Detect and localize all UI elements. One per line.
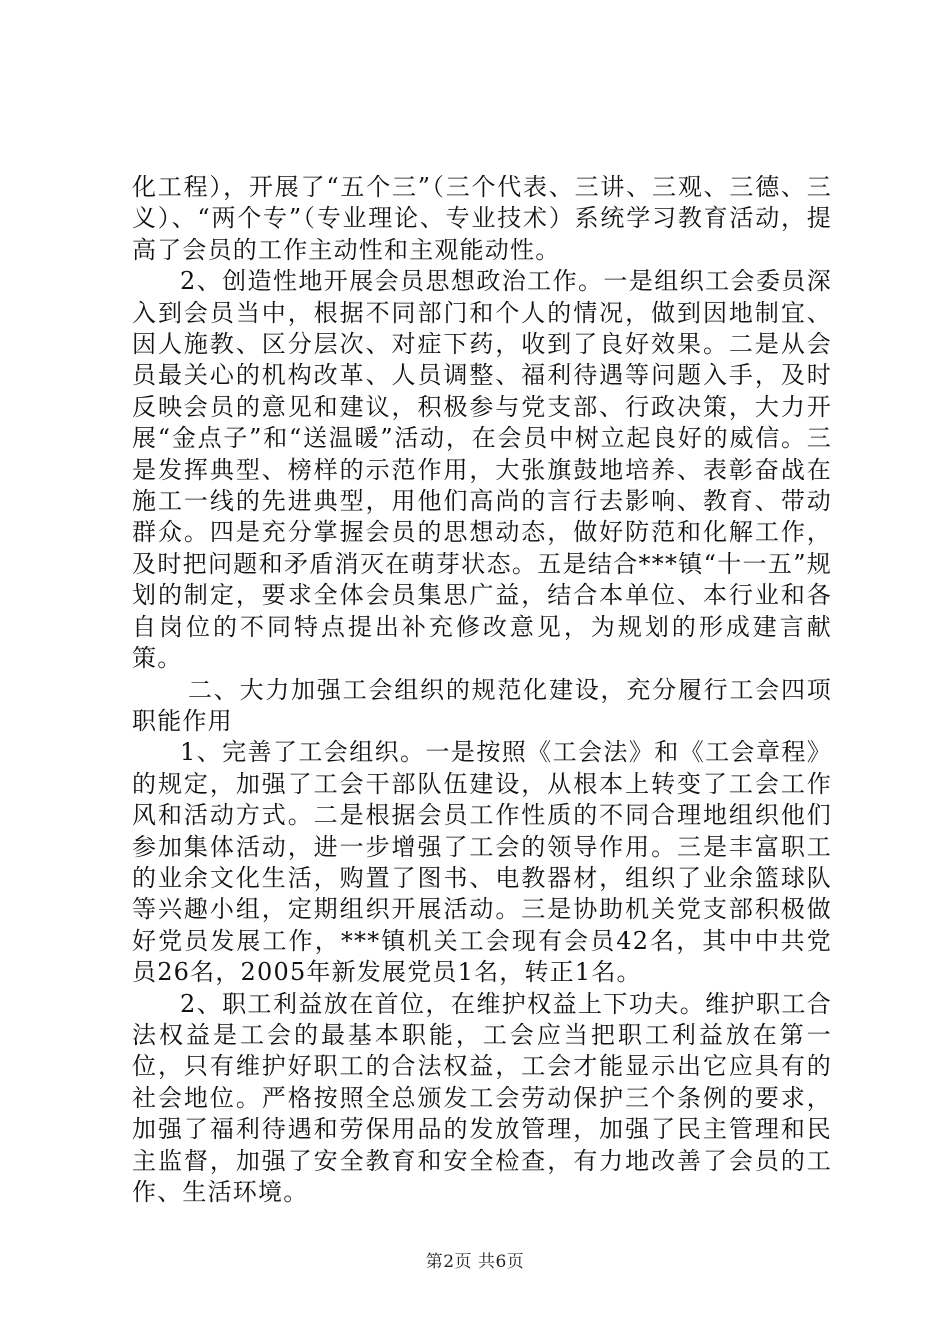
page-number-footer: 第2页 共6页 bbox=[425, 1252, 525, 1272]
paragraph-worker-interests: 2、职工利益放在首位，在维护权益上下功夫。维护职工合法权益是工会的最基本职能，工会应当把职工利益放在第一位，只有维护好职工的合法权益，工会才能显示出它应具有的社会地位。严格按照全总颁发工会劳动保护三个条例的要求，加强了福利待遇和劳保用品的发放管理，加强了民主管理和民主监督，加强了安全教育和安全检查，有力地改善了会员的工作、生活环境。 bbox=[132, 989, 832, 1206]
paragraph-union-organization: 1、完善了工会组织。一是按照《工会法》和《工会章程》的规定，加强了工会干部队伍建设，从根本上转变了工会工作风和活动方式。二是根据会员工作性质的不同合理地组织他们参加集体活动，进一步增强了工会的领导作用。三是丰富职工的业余文化生活，购置了图书、电教器材，组织了业余篮球队等兴趣小组，定期组织开展活动。三是协助机关党支部积极做好党员发展工作，***镇机关工会现有会员42名，其中中共党员26名，2005年新发展党员1名，转正1名。 bbox=[132, 738, 832, 987]
paragraph-continuation: 化工程），开展了“五个三”（三个代表、三讲、三观、三德、三义）、“两个专”（专业理论、专业技术）系统学习教育活动，提高了会员的工作主动性和主观能动性。 bbox=[132, 173, 832, 264]
document-body bbox=[132, 172, 832, 1208]
section-heading: 二、大力加强工会组织的规范化建设，充分履行工会四项职能作用 bbox=[132, 675, 832, 735]
paragraph-ideological-work: 2、创造性地开展会员思想政治工作。一是组织工会委员深入到会员当中，根据不同部门和个人的情况，做到因地制宜、因人施教、区分层次、对症下药，收到了良好效果。二是从会员最关心的机构改革、人员调整、福利待遇等问题入手，及时反映会员的意见和建议，积极参与党支部、行政决策，大力开展“金点子”和“送温暖”活动，在会员中树立起良好的威信。三是发挥典型、榜样的示范作用，大张旗鼓地培养、表彰奋战在施工一线的先进典型，用他们高尚的言行去影响、教育、带动群众。四是充分掌握会员的思想动态，做好防范和化解工作，及时把问题和矛盾消灭在萌芽状态。五是结合***镇“十一五”规划的制定，要求全体会员集思广益，结合本单位、本行业和各自岗位的不同特点提出补充修改意见，为规划的形成建言献策。 bbox=[132, 267, 832, 673]
